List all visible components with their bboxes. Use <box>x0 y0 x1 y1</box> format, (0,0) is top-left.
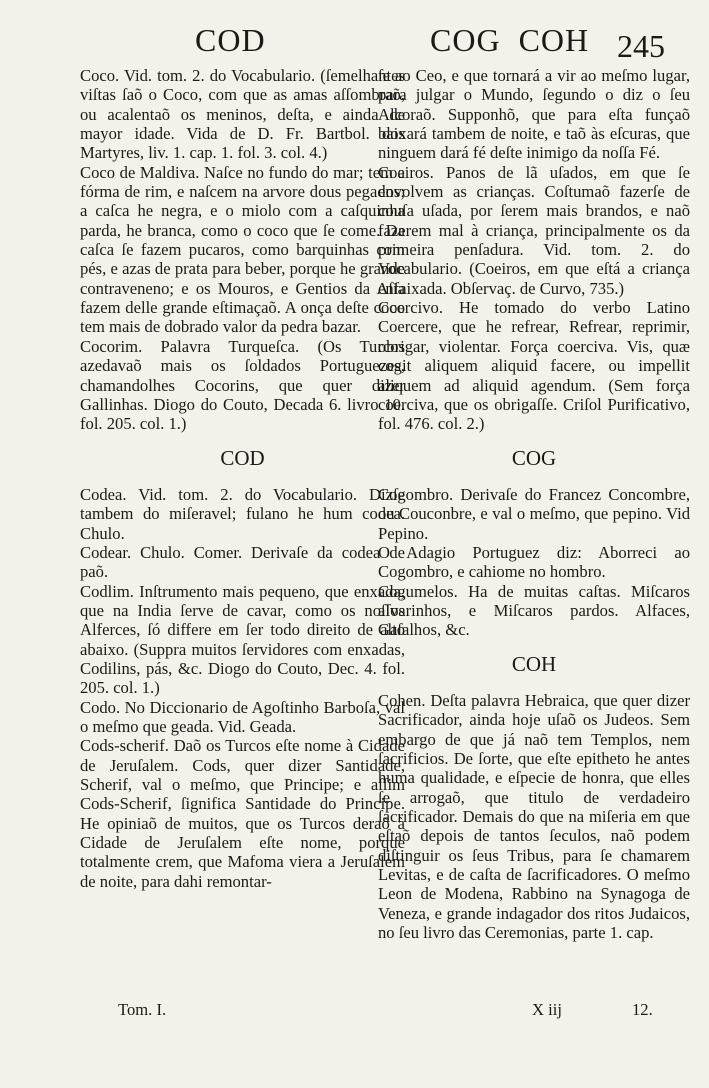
entry-cocorim: Cocorim. Palavra Turqueſca. (Os Turcos azedavaõ mais os ſoldados Portuguezes, chamandolhes Cocorins, que quer dizer Gallinhas. Diogo do Couto, Decada 6. livro 10. fol. 205. col. 1.) <box>80 336 405 434</box>
entry-cods-scherif: Cods-scherif. Daõ os Turcos eſte nome à Cidade de Jeruſalem. Cods, quer dizer Santidade, Scherif, val o meſmo, que Principe; e aſſim Cods-Scherif, ſignifica Santidade do Principe. He opiniaõ de muitos, que os Turcos deraõ à Cidade de Jeruſalem eſte nome, porque totalmente crem, que Mafoma viera a Jeruſalem de noite, para dahi remontar- <box>80 736 405 891</box>
entry-continued: ſe ao Ceo, e que tornará a vir ao meſmo lugar, para julgar o Mundo, ſegundo o diz o ſeu Alcoraõ. Supponhõ, que para eſta funçaõ baixará tambem de noite, e taõ às eſcuras, que ninguem dará fé deſte inimigo da noſſa Fé. <box>378 66 690 163</box>
entry-codo: Codo. No Diccionario de Agoſtinho Barboſa, val o meſmo que geada. Vid. Geada. <box>80 697 405 736</box>
running-head-cog: COG <box>430 22 501 58</box>
entry-codea: Codea. Vid. tom. 2. do Vocabulario. Dizſe tambem do miſeravel; fulano he hum codea. Chulo. <box>80 484 405 543</box>
footer-volume: Tom. I. <box>118 1000 167 1019</box>
section-heading-coh: COH <box>511 651 557 676</box>
entry-cohen: Cohen. Deſta palavra Hebraica, que quer dizer Sacrificador, ainda hoje uſaõ os Judeos. Sem embargo de que já naõ tem Templos, nem ſacrificios. De ſorte, que eſte epitheto he antes huma qualidade, e eſpecie de honra, que elles ſe arrogaõ, que titulo de verdadeiro ſacrificador. Demais do que na miſeria em que eſtaõ depois de tantos ſeculos, naõ podem diſtinguir os ſeus Tribus, para ſe chamarem Levitas, e de caſta de ſacrificadores. O meſmo Leon de Modena, Rabbino na Synagoga de Veneza, e grande indagador dos ritos Judaicos, no ſeu livro das Ceremonias, parte 1. cap. <box>378 690 690 943</box>
section-heading-cod: COD <box>220 445 265 470</box>
running-head-right <box>430 22 607 59</box>
right-column <box>378 66 690 942</box>
entry-coeiros: Coeiros. Panos de lã uſados, em que ſe envolvem as crianças. Coſtumaõ fazerſe de couſa uſada, por ſerem mais brandos, e naõ fazerem mal à criança, principalmente os da primeira penſadura. Vid. tom. 2. do Vocabulario. (Coeiros, em que eſtá a criança enfaixada. Obſervaç. de Curvo, 735.) <box>378 162 690 298</box>
entry-coco-maldiva: Coco de Maldiva. Naſce no fundo do mar; tem a fórma de rim, e naſcem na arvore dous pegados; a caſca he negra, e o miolo com a caſquinha parda, he branca, como o coco que ſe come. Da caſca ſe fazem pucaros, como barquinhas com pés, e azas de prata para beber, porque he grande contraveneno; e os Mouros, e Gentios da Aſia fazem delle grande eſtimaçaõ. A onça deſte coco tem mais de dobrado valor da pedra bazar. <box>80 162 405 337</box>
footer-catchword: 12. <box>632 1000 653 1019</box>
left-column <box>80 66 405 891</box>
entry-adagio: O Adagio Portuguez diz: Aborreci ao Cogombro, e cahiome no hombro. <box>378 542 690 582</box>
entry-codlim: Codlim. Inſtrumento mais pequeno, que enxada, que na India ſerve de cavar, como os noſſos Alferces, ſó differe em ſer todo direito de alto abaixo. (Suppra muitos ſervidores com enxadas, Codilins, pás, &c. Diogo do Couto, Dec. 4. fol. 205. col. 1.) <box>80 581 405 698</box>
page-number: 245 <box>617 28 665 64</box>
entry-codear: Codear. Chulo. Comer. Derivaſe da codea de paõ. <box>80 542 405 582</box>
running-head-left: COD <box>195 22 266 58</box>
entry-coercivo: Coercivo. He tomado do verbo Latino Coercere, que he refrear, Refrear, reprimir, obrigar, violentar. Força coerciva. Vis, quæ cogit aliquem aliquid facere, ou impellit aliquem ad aliquid agendum. (Sem força coerciva, que os obrigaſſe. Criſol Purificativo, fol. 476. col. 2.) <box>378 298 690 434</box>
entry-cogumelos: Cogumelos. Ha de muitas caſtas. Miſcaros alvarinhos, e Miſcaros pardos. Alfaces, Gaſalhos, &c. <box>378 581 690 640</box>
footer-signature: X iij <box>532 1000 562 1019</box>
entry-coco: Coco. Vid. tom. 2. do Vocabulario. (ſemelhantes viſtas ſaõ o Coco, com que as amas aſſombraõ, ou acalentaõ os meninos, deſta, e ainda de mayor idade. Vida de D. Fr. Bartbol. dos Martyres, liv. 1. cap. 1. fol. 3. col. 4.) <box>80 66 405 163</box>
entry-cogombro: Cogombro. Derivaſe do Francez Concombre, ou Couconbre, e val o meſmo, que pepino. Vid Pepino. <box>378 484 690 543</box>
section-heading-cog: COG <box>511 445 557 470</box>
running-head-coh: COH <box>518 22 590 58</box>
